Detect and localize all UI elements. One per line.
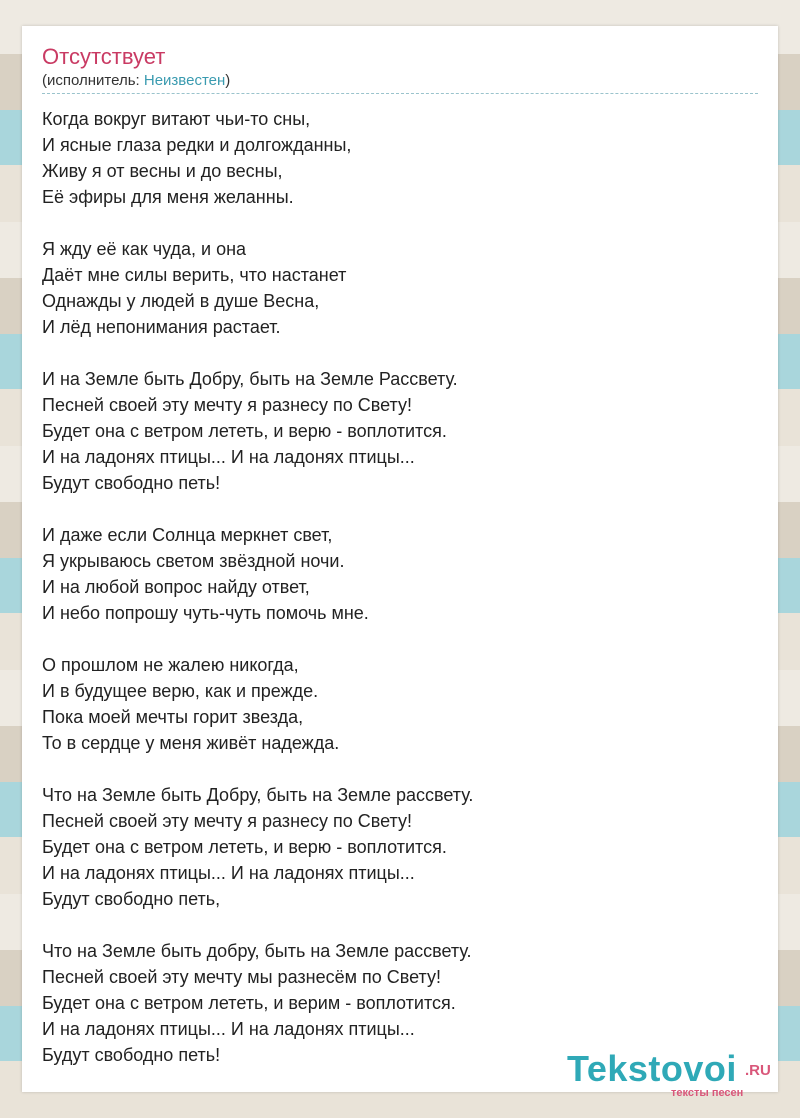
site-logo[interactable] [567,1048,777,1099]
logo-wordmark: Tekstovoi [567,1048,737,1089]
song-title: Отсутствует [42,44,166,69]
lyrics-text: Когда вокруг витают чьи-то сны, И ясные глаза редки и долгожданны, Живу я от весны и до весны, Её эфиры для меня желанны. Я жду её как чуда, и она Даёт мне силы верить, что настанет Однажды у людей в душе Весна, И лёд непонимания растает. И на Земле быть Добру, быть на Земле Рассвету. Песней своей эту мечту я разнесу по Свету! Будет она с ветром лететь, и верю - воплотится. И на ладонях птицы... И на ладонях птицы... Будут свободно петь! И даже если Солнца меркнет свет, Я укрываюсь светом звёздной ночи. И на любой вопрос найду ответ, И небо попрошу чуть-чуть помочь мне. О прошлом не жалею никогда, И в будущее верю, как и прежде. Пока моей мечты горит звезда, То в сердце у меня живёт надежда. Что на Земле быть Добру, быть на Земле рассвету. Песней своей эту мечту я разнесу по Свету! Будет она с ветром лететь, и верю - воплотится. И на ладонях птицы... И на ладонях птицы... Будут свободно петь, Что на Земле быть добру, быть на Земле рассвету. Песней своей эту мечту мы разнесём по Свету! Будет она с ветром лететь, и верим - воплотится. И на ладонях птицы... И на ладонях птицы... Будут свободно петь! [42,109,474,1065]
logo-subtitle: тексты песен [671,1087,744,1099]
lyrics-card [22,26,778,1099]
artist-suffix: ) [225,72,231,89]
artist-link[interactable]: Неизвестен [143,72,226,89]
logo-domain: .RU [745,1062,771,1079]
artist-line [42,72,230,90]
artist-prefix: (исполнитель: [42,72,144,89]
header-divider [42,93,758,94]
